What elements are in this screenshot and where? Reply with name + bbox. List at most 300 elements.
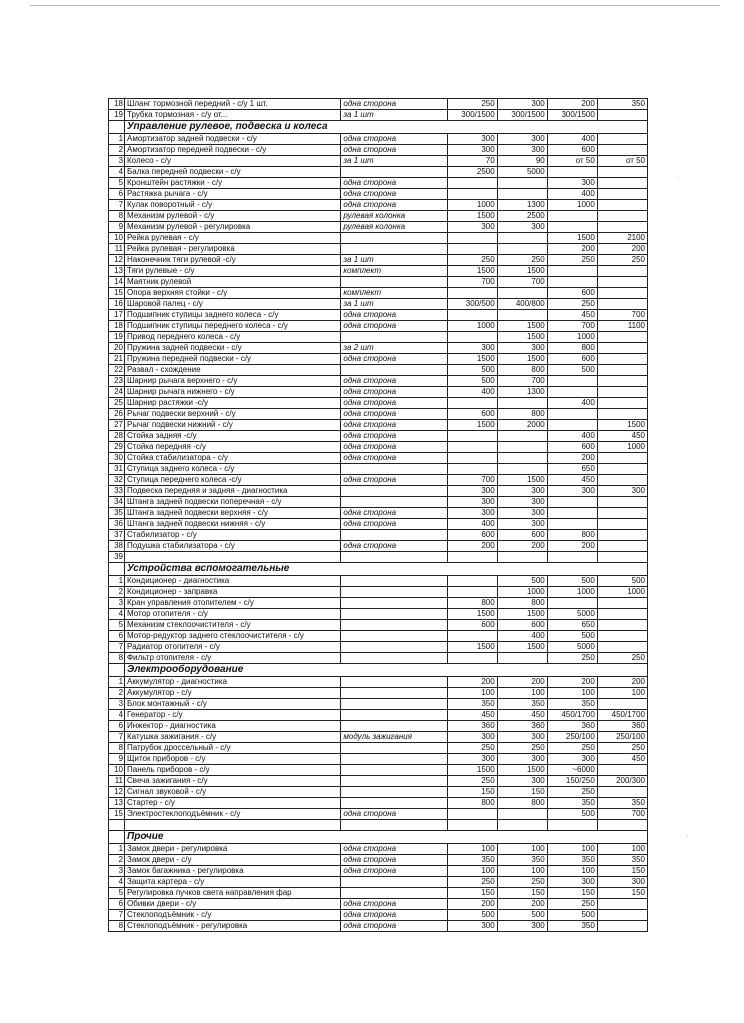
price-col-3: 600 [547, 442, 597, 453]
price-col-1 [447, 398, 497, 409]
row-number: 26 [109, 409, 125, 420]
price-col-3 [547, 266, 597, 277]
table-row [109, 765, 648, 776]
row-number: 7 [109, 642, 125, 653]
price-col-2: 100 [497, 866, 547, 877]
price-col-2: 150 [497, 888, 547, 899]
table-row [109, 99, 648, 110]
price-col-2: 350 [497, 855, 547, 866]
unit-cell: за 1 шт [341, 156, 447, 167]
table-row [109, 798, 648, 809]
unit-cell [341, 332, 447, 343]
table-row [109, 776, 648, 787]
price-col-3: 200 [547, 677, 597, 688]
price-col-2: 300/1500 [497, 110, 547, 121]
row-number: 2 [109, 855, 125, 866]
unit-cell: одна сторона [341, 475, 447, 486]
service-name: Механизм стеклоочистителя - с/у [125, 620, 341, 631]
service-name: Электростеклоподъёмник - с/у [125, 809, 341, 820]
row-number: 11 [109, 244, 125, 255]
price-col-1: 70 [447, 156, 497, 167]
price-col-2: 1500 [497, 609, 547, 620]
price-col-2: 400 [497, 631, 547, 642]
price-col-1 [447, 587, 497, 598]
row-number: 6 [109, 189, 125, 200]
unit-cell: одна сторона [341, 855, 447, 866]
service-name [125, 552, 341, 563]
unit-cell [341, 552, 447, 563]
price-col-1 [447, 244, 497, 255]
price-col-2: 90 [497, 156, 547, 167]
unit-cell: одна сторона [341, 844, 447, 855]
price-col-3: 500 [547, 576, 597, 587]
service-name: Рычаг подвески верхний - с/у [125, 409, 341, 420]
price-col-3 [547, 222, 597, 233]
price-col-2: 700 [497, 376, 547, 387]
price-col-3: 500 [547, 365, 597, 376]
service-name: Сигнал звуковой - с/у [125, 787, 341, 798]
price-col-2: 700 [497, 277, 547, 288]
row-number: 30 [109, 453, 125, 464]
price-col-4: 150 [597, 888, 647, 899]
service-name: Панель приборов - с/у [125, 765, 341, 776]
price-col-4: 1000 [597, 587, 647, 598]
price-col-2: 250 [497, 743, 547, 754]
price-col-4: 250 [597, 255, 647, 266]
price-col-4: 250/100 [597, 732, 647, 743]
row-number: 17 [109, 310, 125, 321]
price-col-3: 150/250 [547, 776, 597, 787]
price-col-3 [547, 519, 597, 530]
price-col-3: 150 [547, 888, 597, 899]
price-col-1: 100 [447, 844, 497, 855]
price-col-3: 350 [547, 798, 597, 809]
price-col-1: 1500 [447, 354, 497, 365]
price-col-4: 450 [597, 431, 647, 442]
price-col-4: 250 [597, 743, 647, 754]
service-name: Защита картера - с/у [125, 877, 341, 888]
price-col-2 [497, 653, 547, 664]
unit-cell: одна сторона [341, 431, 447, 442]
price-col-2: 300 [497, 134, 547, 145]
service-name: Шаровой палец - с/у [125, 299, 341, 310]
row-number: 1 [109, 844, 125, 855]
row-number: 12 [109, 787, 125, 798]
unit-cell: одна сторона [341, 453, 447, 464]
price-col-3: 450 [547, 475, 597, 486]
price-col-3: 700 [547, 321, 597, 332]
price-col-1: 300 [447, 754, 497, 765]
unit-cell [341, 688, 447, 699]
table-row [109, 743, 648, 754]
price-col-3: 1000 [547, 200, 597, 211]
price-col-3: 350 [547, 921, 597, 932]
price-col-4 [597, 110, 647, 121]
price-col-1: 300 [447, 497, 497, 508]
service-name: Амортизатор задней подвески - с/у [125, 134, 341, 145]
table-row [109, 899, 648, 910]
unit-cell: одна сторона [341, 910, 447, 921]
price-col-4 [597, 200, 647, 211]
price-col-1: 700 [447, 277, 497, 288]
price-col-4 [597, 354, 647, 365]
price-col-3: 300 [547, 486, 597, 497]
price-col-1: 1500 [447, 765, 497, 776]
section-title: Управление рулевое, подвеска и колеса [125, 121, 648, 134]
price-col-1: 360 [447, 721, 497, 732]
unit-cell [341, 710, 447, 721]
price-col-1: 1500 [447, 211, 497, 222]
price-col-1 [447, 189, 497, 200]
price-col-3: 450/1700 [547, 710, 597, 721]
price-col-4: 500 [597, 576, 647, 587]
service-name: Рейка рулевая - регулировка [125, 244, 341, 255]
price-col-1: 300/1500 [447, 110, 497, 121]
price-col-2: 1500 [497, 354, 547, 365]
table-row [109, 497, 648, 508]
price-col-2: 150 [497, 787, 547, 798]
service-name: Рейка рулевая - с/у [125, 233, 341, 244]
price-col-1 [447, 820, 497, 831]
price-col-4 [597, 266, 647, 277]
unit-cell: одна сторона [341, 809, 447, 820]
price-col-3: 450 [547, 310, 597, 321]
row-number: 13 [109, 798, 125, 809]
unit-cell [341, 587, 447, 598]
price-col-3: 600 [547, 145, 597, 156]
unit-cell [341, 877, 447, 888]
price-col-1: 800 [447, 598, 497, 609]
table-row [109, 855, 648, 866]
price-col-2: 2000 [497, 420, 547, 431]
price-col-2: 450 [497, 710, 547, 721]
price-col-3: 400 [547, 398, 597, 409]
table-row [109, 110, 648, 121]
service-name: Кондиционер - диагностика [125, 576, 341, 587]
table-row [109, 453, 648, 464]
price-col-4: 360 [597, 721, 647, 732]
price-col-1: 450 [447, 710, 497, 721]
price-col-1: 100 [447, 688, 497, 699]
price-col-2: 800 [497, 409, 547, 420]
unit-cell [341, 609, 447, 620]
unit-cell [341, 765, 447, 776]
price-col-3: 400 [547, 189, 597, 200]
price-col-4 [597, 277, 647, 288]
price-col-2: 300 [497, 145, 547, 156]
price-col-1: 150 [447, 888, 497, 899]
table-row [109, 642, 648, 653]
row-number: 16 [109, 299, 125, 310]
row-number: 24 [109, 387, 125, 398]
price-col-1: 700 [447, 475, 497, 486]
price-col-4: 2100 [597, 233, 647, 244]
row-number: 20 [109, 343, 125, 354]
price-col-2: 300 [497, 921, 547, 932]
service-name: Трубка тормозная - с/у от... [125, 110, 341, 121]
price-col-3: 200 [547, 99, 597, 110]
table-row [109, 145, 648, 156]
price-col-1: 300 [447, 508, 497, 519]
unit-cell: одна сторона [341, 420, 447, 431]
price-col-3: 300 [547, 877, 597, 888]
price-col-4 [597, 464, 647, 475]
price-col-4: 300 [597, 486, 647, 497]
row-number: 3 [109, 866, 125, 877]
scan-speck: · [676, 172, 679, 182]
price-col-4: 350 [597, 798, 647, 809]
table-row [109, 156, 648, 167]
price-col-3: 300/1500 [547, 110, 597, 121]
table-row [109, 255, 648, 266]
service-name: Щиток приборов - с/у [125, 754, 341, 765]
row-number: 8 [109, 211, 125, 222]
unit-cell: одна сторона [341, 442, 447, 453]
price-col-3 [547, 552, 597, 563]
service-name: Кондиционер - заправка [125, 587, 341, 598]
service-name: Замок багажника - регулировка [125, 866, 341, 877]
price-col-2 [497, 310, 547, 321]
price-col-4 [597, 899, 647, 910]
price-col-1 [447, 233, 497, 244]
service-name: Опора верхняя стойки - с/у [125, 288, 341, 299]
price-col-3 [547, 211, 597, 222]
service-name: Штанга задней подвески поперечная - с/у [125, 497, 341, 508]
price-col-3: 300 [547, 178, 597, 189]
price-col-3: 100 [547, 844, 597, 855]
price-col-2: 250 [497, 255, 547, 266]
price-col-3: 350 [547, 699, 597, 710]
service-name: Регулировка пучков света направления фар [125, 888, 341, 899]
price-col-1: 250 [447, 743, 497, 754]
unit-cell [341, 798, 447, 809]
row-number: 29 [109, 442, 125, 453]
service-name: Шланг тормозной передний - с/у 1 шт. [125, 99, 341, 110]
service-name: Аккумулятор - с/у [125, 688, 341, 699]
price-col-1: 800 [447, 798, 497, 809]
table-row [109, 376, 648, 387]
row-number: 21 [109, 354, 125, 365]
price-col-4: 300 [597, 877, 647, 888]
price-col-1: 300 [447, 921, 497, 932]
price-col-2 [497, 453, 547, 464]
unit-cell: одна сторона [341, 321, 447, 332]
price-col-3: 350 [547, 855, 597, 866]
service-name: Стеклоподъёмник - регулировка [125, 921, 341, 932]
table-row [109, 222, 648, 233]
row-number: 22 [109, 365, 125, 376]
row-number: 5 [109, 888, 125, 899]
price-col-1 [447, 178, 497, 189]
service-name: Привод переднего колеса - с/у [125, 332, 341, 343]
price-col-4 [597, 910, 647, 921]
service-name: Кронштейн растяжки - с/у [125, 178, 341, 189]
price-col-4: 350 [597, 99, 647, 110]
price-col-1: 300 [447, 343, 497, 354]
service-name: Наконечник тяги рулевой -с/у [125, 255, 341, 266]
price-col-4 [597, 189, 647, 200]
row-number: 9 [109, 754, 125, 765]
service-name: Блок монтажный - с/у [125, 699, 341, 710]
price-col-3 [547, 497, 597, 508]
service-name: Рычаг подвески нижний - с/у [125, 420, 341, 431]
price-col-2 [497, 820, 547, 831]
table-row [109, 233, 648, 244]
price-col-4 [597, 145, 647, 156]
price-col-4 [597, 376, 647, 387]
unit-cell: одна сторона [341, 354, 447, 365]
price-col-3: 800 [547, 343, 597, 354]
price-col-3 [547, 420, 597, 431]
row-number: 34 [109, 497, 125, 508]
price-col-3: 1000 [547, 332, 597, 343]
price-col-1: 1500 [447, 609, 497, 620]
page-top-edge [30, 5, 720, 6]
price-col-4: 200 [597, 244, 647, 255]
price-col-4 [597, 398, 647, 409]
price-col-4 [597, 475, 647, 486]
service-name: Шарнир растяжки -с/у [125, 398, 341, 409]
price-col-1 [447, 310, 497, 321]
table-row [109, 189, 648, 200]
price-col-4: 700 [597, 310, 647, 321]
unit-cell: одна сторона [341, 541, 447, 552]
price-col-1: 350 [447, 699, 497, 710]
price-table-body [109, 99, 648, 932]
service-name: Шарнир рычага верхнего - с/у [125, 376, 341, 387]
unit-cell: комплект [341, 288, 447, 299]
price-col-2: 200 [497, 899, 547, 910]
row-number: 19 [109, 110, 125, 121]
row-number: 35 [109, 508, 125, 519]
price-col-3: 500 [547, 809, 597, 820]
price-col-2: 1500 [497, 642, 547, 653]
row-number: 33 [109, 486, 125, 497]
price-col-1 [447, 464, 497, 475]
row-number: 25 [109, 398, 125, 409]
table-row [109, 732, 648, 743]
price-col-2: 1500 [497, 266, 547, 277]
unit-cell [341, 497, 447, 508]
price-col-1: 200 [447, 677, 497, 688]
price-col-2: 300 [497, 508, 547, 519]
price-col-4: 200 [597, 677, 647, 688]
price-col-1: 300 [447, 145, 497, 156]
price-col-2: 300 [497, 343, 547, 354]
price-col-2 [497, 442, 547, 453]
row-number: 7 [109, 910, 125, 921]
row-number: 39 [109, 552, 125, 563]
row-number: 6 [109, 899, 125, 910]
price-col-2: 300 [497, 497, 547, 508]
row-number: 4 [109, 609, 125, 620]
price-col-2: 600 [497, 620, 547, 631]
price-col-2: 300 [497, 99, 547, 110]
section-row-blank [109, 831, 125, 844]
service-name: Мотор отопителя - с/у [125, 609, 341, 620]
table-row [109, 178, 648, 189]
price-col-3 [547, 277, 597, 288]
price-col-3 [547, 508, 597, 519]
row-number: 8 [109, 921, 125, 932]
unit-cell [341, 167, 447, 178]
unit-cell: рулевая колонка [341, 211, 447, 222]
table-row [109, 631, 648, 642]
table-row [109, 576, 648, 587]
section-row-blank [109, 563, 125, 576]
table-row [109, 688, 648, 699]
row-number: 3 [109, 156, 125, 167]
unit-cell [341, 464, 447, 475]
unit-cell [341, 754, 447, 765]
price-col-2 [497, 178, 547, 189]
price-col-4: 1000 [597, 442, 647, 453]
price-col-2 [497, 233, 547, 244]
unit-cell: одна сторона [341, 200, 447, 211]
row-number: 4 [109, 167, 125, 178]
price-col-3: 400 [547, 134, 597, 145]
row-number: 11 [109, 776, 125, 787]
table-row [109, 310, 648, 321]
price-col-1: 300 [447, 486, 497, 497]
price-col-2: 500 [497, 910, 547, 921]
service-name: Мотор-редуктор заднего стеклоочистителя - с/у [125, 631, 341, 642]
price-col-3: 650 [547, 620, 597, 631]
price-col-4 [597, 921, 647, 932]
price-col-4 [597, 178, 647, 189]
price-col-1: 200 [447, 899, 497, 910]
unit-cell [341, 486, 447, 497]
price-col-3: 500 [547, 910, 597, 921]
price-col-1: 400 [447, 519, 497, 530]
price-col-3: 650 [547, 464, 597, 475]
price-col-2 [497, 809, 547, 820]
price-col-2: 200 [497, 541, 547, 552]
price-col-2: 300 [497, 776, 547, 787]
table-row [109, 420, 648, 431]
price-col-4: 100 [597, 844, 647, 855]
price-col-1: 250 [447, 776, 497, 787]
price-col-2: 600 [497, 530, 547, 541]
section-row-blank [109, 121, 125, 134]
section-row [109, 664, 648, 677]
price-col-2 [497, 288, 547, 299]
price-col-1 [447, 576, 497, 587]
price-col-3 [547, 598, 597, 609]
table-row [109, 699, 648, 710]
unit-cell: одна сторона [341, 387, 447, 398]
price-col-4 [597, 453, 647, 464]
table-row [109, 721, 648, 732]
row-number: 23 [109, 376, 125, 387]
service-name: Кулак поворотный - с/у [125, 200, 341, 211]
price-col-2 [497, 244, 547, 255]
price-col-4 [597, 620, 647, 631]
price-col-1: 600 [447, 409, 497, 420]
price-col-2: 1000 [497, 587, 547, 598]
price-col-3: от 50 [547, 156, 597, 167]
price-col-4: 250 [597, 653, 647, 664]
price-col-4: 450 [597, 754, 647, 765]
table-row [109, 877, 648, 888]
service-name: Механизм рулевой - с/у [125, 211, 341, 222]
table-row [109, 508, 648, 519]
table-row [109, 211, 648, 222]
price-col-1 [447, 288, 497, 299]
service-name: Растяжка рычага - с/у [125, 189, 341, 200]
row-number: 8 [109, 653, 125, 664]
price-col-2 [497, 189, 547, 200]
